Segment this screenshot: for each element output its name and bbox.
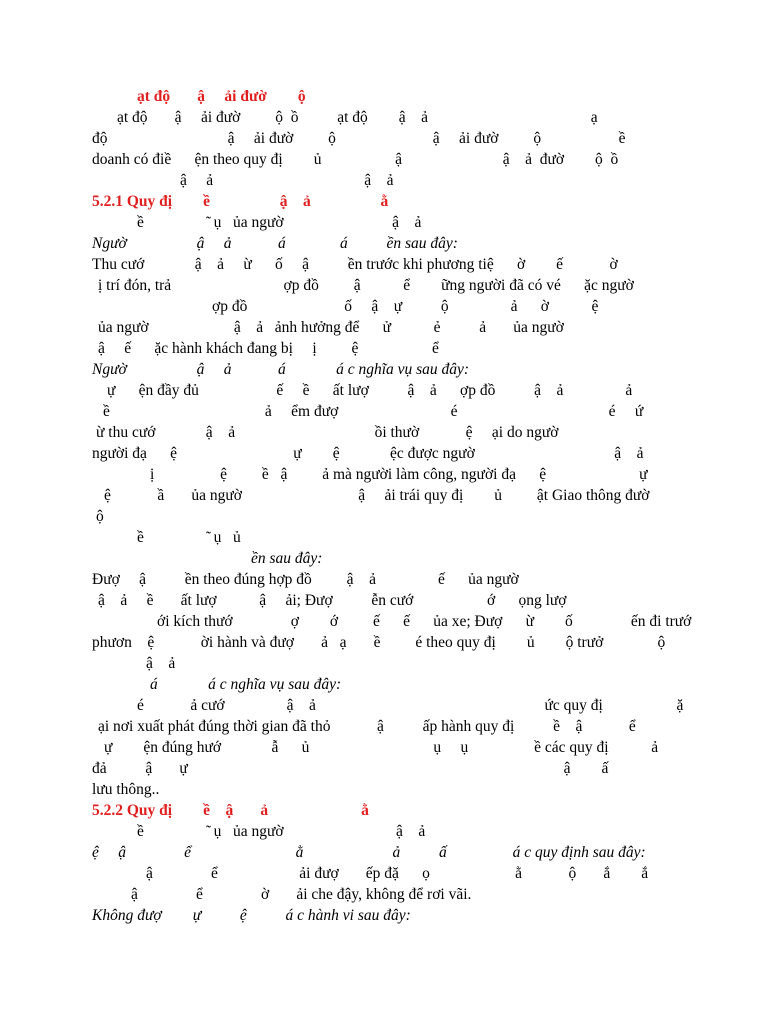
body-line: phươn ệ ời hành và đượ ả ạ ề é theo quy đị ủ ộ trưở ộ: [92, 634, 666, 651]
body-line: ậ ể ải đượ ếp đặ ọ ằ ộ ắ ắ: [146, 865, 649, 882]
body-line: ự ện đầy đủ ế ề ất lượ ậ ả ợp đồ ậ ả ả: [107, 382, 633, 399]
body-line: ị trí đón, trả ợp đồ ậ ể ững người đã có vé ặc ngườ: [98, 277, 634, 294]
body-line: ủa ngườ ậ ả ảnh hưởng để ử ẻ ả ủa ngườ: [98, 319, 564, 336]
subsection-heading-5-2-1: 5.2.1 Quy đị ề ậ ả ằ: [92, 193, 389, 210]
body-line: ự ện đúng hướ ẫ ủ ụ ụ ề các quy đị ả: [104, 739, 659, 756]
body-line: lưu thông..: [92, 781, 160, 798]
body-line: ừ thu cướ ậ ả ồi thườ ệ ại do ngườ: [96, 424, 559, 441]
body-line: doanh có điề ện theo quy đị ủ ậ ậ ả đườ ộ ồ: [92, 151, 619, 168]
body-line: ệ ầ ủa ngườ ậ ải trái quy đị ủ ật Giao thông đườ: [104, 487, 650, 504]
italic-line: Ngườ ậ ả á á c nghĩa vụ sau đây:: [92, 361, 470, 378]
italic-line: á á c nghĩa vụ sau đây:: [150, 676, 342, 693]
body-line: ợp đồ ố ậ ự ộ ả ờ ệ: [212, 298, 599, 315]
body-line: ới kích thướ ợ ớ ế ế ủa xe; Đượ ừ ố ến đi trướ: [157, 613, 692, 630]
body-line: Đượ ậ ền theo đúng hợp đồ ậ ả ế ủa ngườ: [92, 571, 519, 588]
section-heading: ạt độ ậ ải đườ ộ: [137, 88, 306, 105]
body-line: ộ: [96, 508, 104, 525]
body-line: độ ậ ải đườ ộ ậ ải đườ ộ ề: [92, 130, 626, 147]
body-line: ề ̃ ụ ủa ngườ ậ ả: [137, 214, 422, 231]
italic-line: Ngườ ậ ả á á ền sau đây:: [92, 235, 458, 252]
subsection-heading-5-2-2: 5.2.2 Quy đị ề ậ ả ằ: [92, 802, 369, 819]
body-line: ậ ả ề ất lượ ậ ải; Đượ ễn cướ ớ ọng lượ: [98, 592, 567, 609]
body-line: người đạ ệ ự ệ ệc được ngườ ậ ả: [92, 445, 644, 462]
body-line: é ả cướ ậ ả ức quy đị ặ: [137, 697, 684, 714]
body-line: Thu cướ ậ ả ừ ố ậ ền trước khi phương tiệ ờ ế ờ: [92, 256, 618, 273]
body-line: ề ̃ ụ ủ: [137, 529, 241, 546]
body-line: ị ệ ề ậ ả mà người làm công, người đạ ệ ự: [150, 466, 648, 483]
body-line: ậ ả: [146, 655, 176, 672]
body-line: ạt độ ậ ải đườ ộ ồ ạt độ ậ ả ạ: [117, 109, 598, 126]
body-line: đả ậ ự ậ ấ: [92, 760, 609, 777]
italic-line: Không đượ ự ệ á c hành vi sau đây:: [92, 907, 411, 924]
body-line: ại nơi xuất phát đúng thời gian đã thỏ ậ ấp hành quy đị ề ậ ể: [98, 718, 636, 735]
body-line: ề ả ểm đượ é é ứ: [103, 403, 644, 420]
italic-line: ệ ậ ể ằ ả ấ á c quy định sau đây:: [92, 844, 646, 861]
body-line: ề ̃ ụ ủa ngườ ậ ả: [137, 823, 426, 840]
body-line: ậ ả ậ ả: [180, 172, 394, 189]
italic-line: ền sau đây:: [251, 550, 323, 567]
body-line: ậ ể ờ ải che đậy, không để rơi vãi.: [131, 886, 472, 903]
body-line: ậ ế ặc hành khách đang bị ị ệ ể: [98, 340, 439, 357]
